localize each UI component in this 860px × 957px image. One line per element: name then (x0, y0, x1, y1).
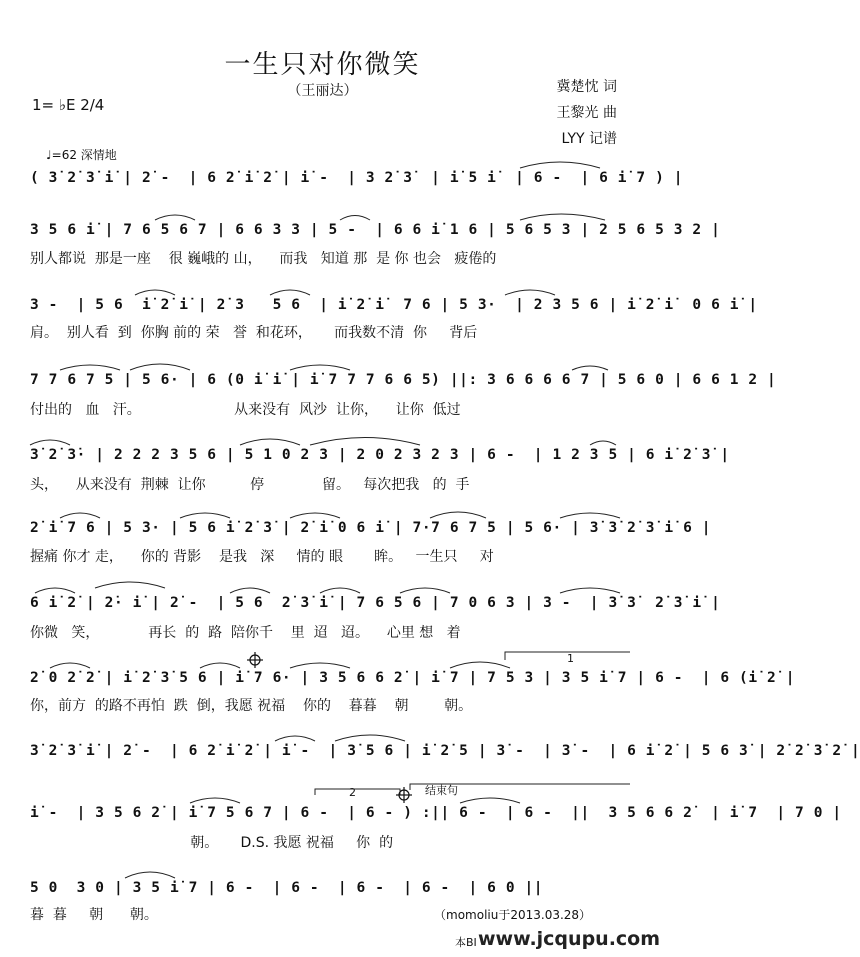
lyrics-row-11: 暮 暮 朝 朝。 (30, 907, 158, 923)
lyrics-row-6: 握痛 你才 走， 你的 背影 是我 深 情的 眼 眸。 一生只 对 (30, 549, 494, 565)
lyrics-row-10: 朝。 D.S. 我愿 祝福 你 的 (30, 835, 394, 851)
lyrics-row-7: 你微 笑， 再长 的 路 陪你千 里 迢 迢。 心里 想 着 (30, 625, 461, 641)
ending-section-label: 结束句 (425, 784, 458, 797)
watermark-prefix: 本BI (455, 936, 477, 949)
song-title: 一生只对你微笑 (224, 50, 421, 80)
notation-row-10: i̇ - | 3 5 6 2̇ | i̇ 7 5 6 7 | 6 - | 6 - ) :|| 6 - | 6 - || 3 5 6 6 2̇ | i̇ 7 | 7 0 | (30, 805, 842, 821)
lyrics-row-5: 头， 从来没有 荆棘 让你 停 留。 每次把我 的 手 (30, 477, 470, 493)
notation-row-8: 2̇ 0 2̇ 2̇ | i̇ 2̇ 3̇ 5 6 | i̇ 7 6· | 3 5 6 6 2̇ | i̇ 7 | 7 5 3 | 3 5 i̇ 7 | 6 - | 6 (i̇ 2̇ | (30, 670, 796, 686)
tempo-marking: ♩=62 深情地 (46, 148, 117, 162)
notation-row-2: 3 5 6 i̇ | 7 6 5 6 7 | 6 6 3 3 | 5 - | 6 6 i̇ 1 6 | 5 6 5 3 | 2 5 6 5 3 2 | (30, 222, 721, 238)
notation-row-1: ( 3̇ 2̇ 3̇ i̇ | 2̇ - | 6 2̇ i̇ 2̇ | i̇ - | 3 2̇ 3̇ | i̇ 5 i̇ | 6 - | 6 i̇ 7 ) | (30, 170, 684, 186)
site-watermark: www.jcqupu.com (478, 928, 661, 950)
notation-row-4: 7 7 6 7 5 | 5 6· | 6 (0 i̇ i̇ | i̇ 7 7 7 6 6 5) ||: 3 6 6 6 6 7 | 5 6 0 | 6 6 1 2 | (30, 372, 777, 388)
lyrics-row-8: 你，前方 的路不再怕 跌 倒，我愿 祝福 你的 暮暮 朝 朝。 (30, 698, 473, 714)
notation-row-6: 2̇ i̇ 7 6 | 5 3· | 5 6 i̇ 2̇ 3̇ | 2̇ i̇ 0 6 i̇ | 7·7 6 7 5 | 5 6· | 3̇ 3̇ 2̇ 3̇ i̇ 6 | (30, 520, 712, 536)
key-signature: 1= ♭E 2/4 (32, 96, 105, 114)
singer-name: （王丽达） (287, 83, 358, 99)
volta-2-label: 2 (349, 786, 356, 799)
notation-row-11: 5 0 3 0 | 3 5 i̇ 7 | 6 - | 6 - | 6 - | 6 - | 6 0 || (30, 880, 544, 896)
composer-credit: 王黎光 曲 (556, 105, 617, 121)
notation-row-7: 6 i̇ 2̇ | 2̇· i̇ | 2̇ - | 5 6 2̇ 3̇ i̇ | 7 6 5 6 | 7 0 6 3 | 3 - | 3̇ 3̇ 2̇ 3̇ i̇ | (30, 595, 721, 611)
notation-row-9: 3̇ 2̇ 3̇ i̇ | 2̇ - | 6 2̇ i̇ 2̇ | i̇ - | 3̇ 5 6 | i̇ 2̇ 5 | 3̇ - | 3̇ - | 6 i̇ 2̇ | 5 6 3̇ | 2̇ 2̇ 3̇ 2̇ | (30, 743, 860, 759)
volta-1-label: 1 (567, 652, 574, 665)
notation-row-3: 3 - | 5 6 i̇ 2̇ i̇ | 2̇ 3 5 6 | i̇ 2̇ i̇ 7 6 | 5 3· | 2 3 5 6 | i̇ 2̇ i̇ 0 6 i̇ | (30, 297, 758, 313)
lyrics-row-4: 付出的 血 汗。 从来没有 风沙 让你， 让你 低过 (30, 402, 461, 418)
lyrics-row-3: 肩。 别人看 到 你胸 前的 荣 誉 和花环， 而我数不清 你 背后 (30, 325, 478, 341)
transcriber-credit: LYY 记谱 (561, 131, 617, 147)
lyricist-credit: 冀楚忱 词 (556, 79, 617, 95)
notation-row-5: 3̇ 2̇ 3̇· | 2 2 2 3 5 6 | 5 1 0 2 3 | 2 0 2 3 2 3 | 6 - | 1 2 3 5 | 6 i̇ 2̇ 3̇ | (30, 447, 730, 463)
transcription-note: （momoliu于2013.03.28） (434, 908, 592, 922)
lyrics-row-2: 别人都说 那是一座 很 巍峨的 山， 而我 知道 那 是 你 也会 疲倦的 (30, 251, 497, 267)
